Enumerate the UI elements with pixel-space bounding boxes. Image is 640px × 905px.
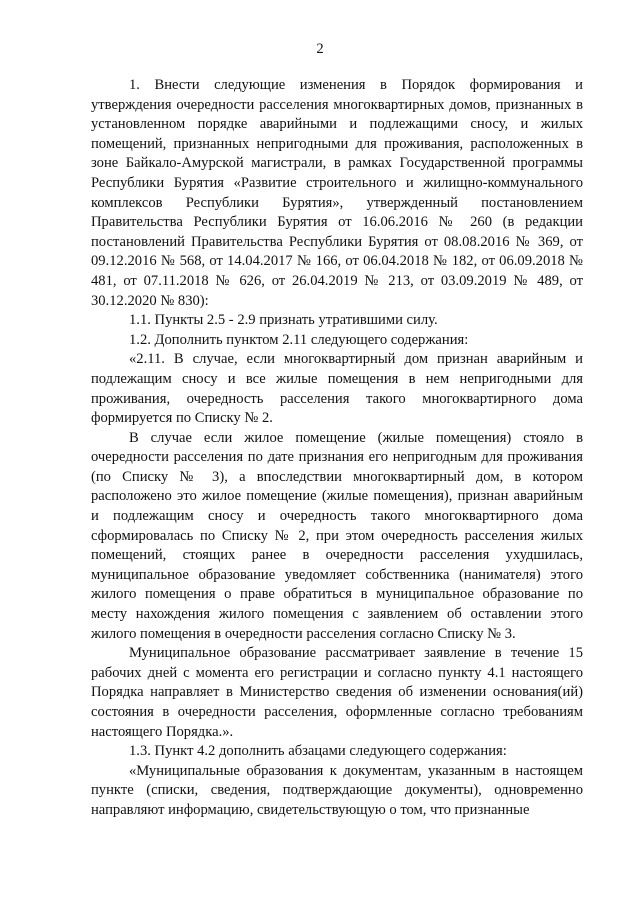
paragraph-clause-2-11-part-3: Муниципальное образование рассматривает заявление в течение 15 рабочих дней с момента его регистрации и согласно пункту 4.1 настоящего Порядка направляет в Министерство сведения об изменении основания(ий) состояния в очередности расселения, оформленные согласно требованиям настоящего Порядка.».: [91, 645, 583, 740]
paragraph-item-1-1: 1.1. Пункты 2.5 - 2.9 признать утратившими силу.: [129, 312, 438, 329]
paragraph-clause-4-2-addition: «Муниципальные образования к документам, указанным в настоящем пункте (списки, сведения, подтверждающие документы), одновременно направляют информацию, свидетельствующую о том, что признанные: [91, 762, 583, 818]
paragraph-clause-2-11-part-2: В случае если жилое помещение (жилые помещения) стояло в очередности расселения по дате признания его непригодным для проживания (по Списку № 3), а впоследствии многоквартирный дом, в котором расположено это жилое помещение (жилые помещения), признан аварийным и подлежащим сносу и очередность такого многоквартирного дома сформировалась по Списку № 2, при этом очередность расселения жилых помещений, стоящих ранее в очередности расселения ухудшилась, муниципальное образование уведомляет собственника (нанимателя) этого жилого помещения о праве обратиться в муниципальное образование по месту нахождения жилого помещения с заявлением об оставлении этого жилого помещения в очередности расселения согласно Списку № 3.: [91, 429, 583, 642]
paragraph-item-1-2: 1.2. Дополнить пунктом 2.11 следующего содержания:: [129, 331, 469, 348]
paragraph-clause-2-11: «2.11. В случае, если многоквартирный дом признан аварийным и подлежащим сносу и все жилые помещения в нем непригодными для проживания, очередность расселения такого многоквартирного дома формируется по Списку № 2.: [91, 351, 583, 427]
paragraph-item-1-3: 1.3. Пункт 4.2 дополнить абзацами следующего содержания:: [129, 743, 507, 760]
document-body: [91, 76, 583, 821]
paragraph-item-1: 1. Внести следующие изменения в Порядок формирования и утверждения очередности расселения многоквартирных домов, признанных в установленном порядке аварийными и подлежащими сносу, и жилых помещений, признанных непригодными для проживания, расположенных в зоне Байкало-Амурской магистрали, в рамках Государственной программы Республики Бурятия «Развитие строительного и жилищно-коммунального комплексов Республики Бурятия», утвержденный постановлением Правительства Республики Бурятия от 16.06.2016 № 260 (в редакции постановлений Правительства Республики Бурятия от 08.08.2016 № 369, от 09.12.2016 № 568, от 14.04.2017 № 166, от 06.04.2018 № 182, от 06.09.2018 № 481, от 07.11.2018 № 626, от 26.04.2019 № 213, от 03.09.2019 № 489, от 30.12.2020 № 830):: [91, 77, 583, 309]
page-number: 2: [316, 41, 324, 57]
